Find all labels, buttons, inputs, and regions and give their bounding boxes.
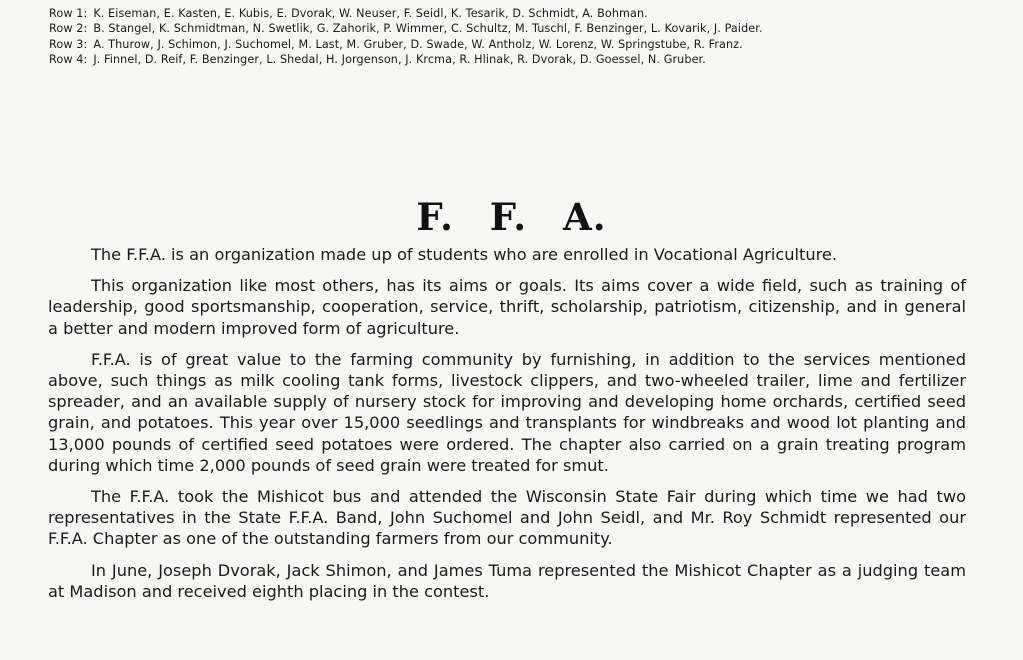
row-label: Row 1:: [49, 7, 88, 20]
photo-caption-roster: [49, 6, 1009, 67]
row-label: Row 4:: [49, 52, 88, 66]
paragraph-aims: This organization like most others, has its aims or goals. Its aims cover a wide field, such as training of leadership, good sportsmanship, cooperation, service, thrift, scholarship, patriotism, citizenship, and in general a better and modern improved form of agriculture.: [48, 276, 966, 338]
row-names: K. Eiseman, E. Kasten, E. Kubis, E. Dvorak, W. Neuser, F. Seidl, K. Tesarik, D. Schmidt, A. Bohman.: [93, 7, 648, 20]
row-label: Row 3:: [49, 37, 88, 51]
page-title: F. F. A.: [416, 194, 607, 239]
paragraph-state-fair: The F.F.A. took the Mishicot bus and attended the Wisconsin State Fair during which time we had two representatives in the State F.F.A. Band, John Suchomel and John Seidl, and Mr. Roy Schmidt represented our F.F.A. Chapter as one of the outstanding farmers from our community.: [48, 487, 966, 549]
row-names: A. Thurow, J. Schimon, J. Suchomel, M. Last, M. Gruber, D. Swade, W. Antholz, W. Lorenz, W. Springstube, R. Franz.: [93, 37, 743, 51]
roster-row-2: [49, 21, 1009, 36]
paragraph-judging-team: In June, Joseph Dvorak, Jack Shimon, and James Tuma represented the Mishicot Chapter as a judging team at Madison and received eighth placing in the contest.: [48, 560, 966, 601]
roster-row-4: [49, 52, 1009, 67]
roster-row-1: [49, 6, 1009, 21]
roster-row-3: [49, 37, 1009, 52]
row-label: Row 2:: [49, 22, 88, 36]
row-names: J. Finnel, D. Reif, F. Benzinger, L. Shedal, H. Jorgenson, J. Krcma, R. Hlinak, R. Dvorak, D. Goessel, N. Gruber.: [93, 52, 706, 66]
article-body: [48, 244, 966, 612]
row-names: B. Stangel, K. Schmidtman, N. Swetlik, G. Zahorik, P. Wimmer, C. Schultz, M. Tuschl, F. Benzinger, L. Kovarik, J. Paider.: [93, 22, 763, 36]
paragraph-intro: The F.F.A. is an organization made up of students who are enrolled in Vocational Agriculture.: [91, 245, 838, 264]
paragraph-community-value: F.F.A. is of great value to the farming community by furnishing, in addition to the services mentioned above, such things as milk cooling tank forms, livestock clippers, and two-wheeled trailer, lime and fertilizer spreader, and an available supply of nursery stock for improving and developing home orchards, certified seed grain, and potatoes. This year over 15,000 seedlings and transplants for windbreaks and wood lot planting and 13,000 pounds of certified seed potatoes were ordered. The chapter also carried on a grain treating program during which time 2,000 pounds of seed grain were treated for smut.: [48, 349, 966, 475]
